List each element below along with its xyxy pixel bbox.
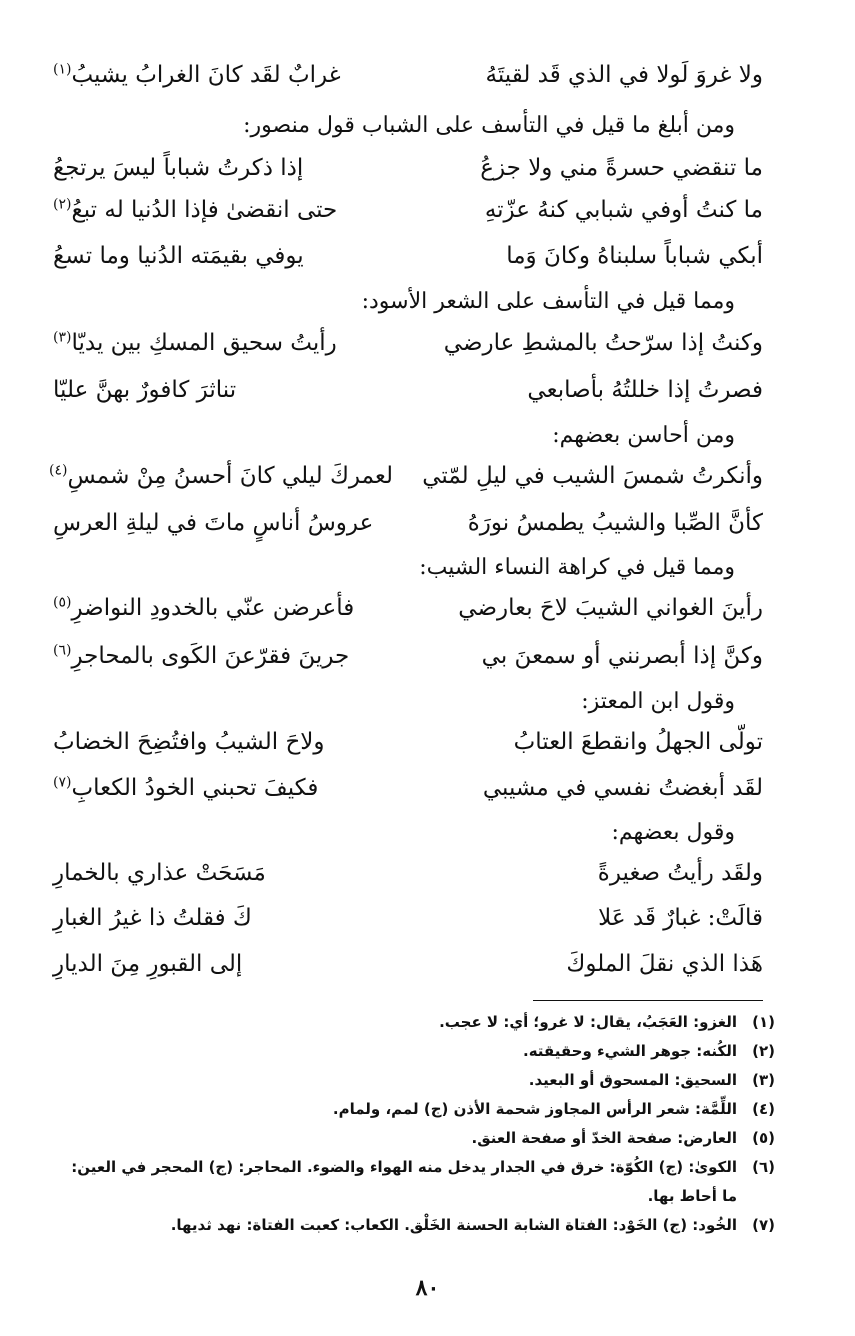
verse-first-hemistich: ولقَد رأيتُ صغيرةً bbox=[597, 860, 763, 886]
verse-text: عروسُ أناسٍ ماتَ في ليلةِ العرسِ bbox=[53, 510, 374, 536]
verse-line bbox=[53, 148, 763, 188]
footnote-number: (١) bbox=[752, 1013, 775, 1031]
verse-line bbox=[53, 898, 763, 938]
footnote-marker: (٢) bbox=[53, 196, 72, 213]
footnote bbox=[55, 1008, 775, 1037]
verse-first-hemistich: رأينَ الغواني الشيبَ لاحَ بعارضي bbox=[458, 595, 763, 621]
verse-line bbox=[53, 503, 763, 543]
footnote-text: السحيق: المسحوق أو البعيد. bbox=[528, 1071, 737, 1089]
verse-text: يوفي بقيمَته الدُنيا وما تسعُ bbox=[53, 243, 304, 269]
verse-text: ولاحَ الشيبُ وافتُضِحَ الخضابُ bbox=[53, 729, 325, 755]
verse-line bbox=[53, 636, 763, 676]
section-intro: ومما قيل في كراهة النساء الشيب: bbox=[419, 555, 735, 580]
verse-second-hemistich bbox=[48, 456, 393, 496]
footnote-number: (٥) bbox=[752, 1129, 775, 1147]
footnote bbox=[55, 1066, 775, 1095]
footnote bbox=[55, 1037, 775, 1066]
verse-line bbox=[53, 768, 763, 808]
section-intro: وقول بعضهم: bbox=[611, 820, 735, 845]
footnote-number: (٢) bbox=[752, 1042, 775, 1060]
section-intro: ومن أبلغ ما قيل في التأسف على الشباب قول منصور: bbox=[243, 113, 735, 138]
page-number: ٨٠ bbox=[415, 1275, 440, 1301]
verse-text: حتى انقضىٰ فإذا الدُنيا له تبعُ bbox=[71, 197, 338, 223]
verse-second-hemistich bbox=[53, 768, 393, 808]
verse-line bbox=[53, 853, 763, 893]
footnote bbox=[55, 1124, 775, 1153]
verse-second-hemistich bbox=[53, 853, 393, 893]
verse-first-hemistich: كأنَّ الصِّبا والشيبُ يطمسُ نورَهُ bbox=[467, 510, 763, 536]
section-intro: وقول ابن المعتز: bbox=[581, 689, 735, 714]
verse-text: إذا ذكرتُ شباباً ليسَ يرتجعُ bbox=[53, 155, 304, 181]
footnote-text: الكوىٰ: (ج) الكُوّة: خرق في الجدار يدخل منه الهواء والضوء. المحاجر: (ج) المحجر في العين: ما أحاط بها. bbox=[71, 1158, 737, 1205]
verse-first-hemistich: وأنكرتُ شمسَ الشيب في ليلِ لمّتي bbox=[422, 463, 763, 489]
verse-second-hemistich bbox=[53, 722, 393, 762]
footnote-marker: (٣) bbox=[53, 329, 72, 346]
verse-first-hemistich: تولّى الجهلُ وانقطعَ العتابُ bbox=[513, 729, 763, 755]
footnote-marker: (٥) bbox=[53, 594, 72, 611]
verse-text: تناثرَ كافورٌ بهنَّ عليّا bbox=[53, 377, 237, 403]
footnote-text: العارض: صفحة الخدّ أو صفحة العنق. bbox=[471, 1129, 737, 1147]
footnote-text: اللِّمَّة: شعر الرأس المجاوز شحمة الأذن (ج) لمم، ولمام. bbox=[332, 1100, 737, 1118]
footnote-text: الكُنه: جوهر الشيء وحقيقته. bbox=[523, 1042, 737, 1060]
footnote-marker: (١) bbox=[53, 61, 72, 78]
verse-text: كَ فقلتُ ذا غيرُ الغبارِ bbox=[53, 905, 252, 931]
verse-first-hemistich: لقَد أبغضتُ نفسي في مشيبي bbox=[482, 775, 763, 801]
verse-line bbox=[48, 456, 763, 496]
verse-first-hemistich: ما كنتُ أوفي شبابي كنهُ عزّتهِ bbox=[484, 197, 763, 223]
footnote-marker: (٦) bbox=[53, 642, 72, 659]
verse-text: غرابٌ لقَد كانَ الغرابُ يشيبُ bbox=[71, 62, 341, 88]
verse-first-hemistich: وكنتُ إذا سرّحتُ بالمشطِ عارضي bbox=[443, 330, 763, 356]
verse-second-hemistich bbox=[53, 55, 393, 95]
verse-first-hemistich: أبكي شباباً سلبناهُ وكانَ وَما bbox=[506, 243, 763, 269]
verse-second-hemistich bbox=[53, 503, 393, 543]
verse-line bbox=[53, 236, 763, 276]
verse-line bbox=[53, 55, 763, 95]
verse-second-hemistich bbox=[53, 148, 393, 188]
footnote bbox=[55, 1153, 775, 1211]
verse-line bbox=[53, 722, 763, 762]
section-intro: ومن أحاسن بعضهم: bbox=[552, 423, 735, 448]
footnote-text: الغزو: العَجَبُ، يقال: لا غرو؛ أي: لا عجب. bbox=[439, 1013, 737, 1031]
verse-line bbox=[53, 190, 763, 230]
footnote-marker: (٤) bbox=[48, 462, 68, 479]
footnote-number: (٦) bbox=[752, 1158, 775, 1176]
verse-second-hemistich bbox=[53, 898, 393, 938]
footnote-separator bbox=[533, 1000, 763, 1001]
verse-line bbox=[53, 323, 763, 363]
verse-first-hemistich: وكنَّ إذا أبصرنني أو سمعنَ بي bbox=[481, 643, 763, 669]
footnote-text: الخُود: (ج) الخَوْد: الفتاة الشابة الحسنة الخَلْق. الكعاب: كعبت الفتاة: نهد ثديها. bbox=[170, 1216, 737, 1234]
verse-first-hemistich: هَذا الذي نقلَ الملوكَ bbox=[566, 951, 763, 977]
verse-first-hemistich: ما تنقضي حسرةً مني ولا جزعُ bbox=[480, 155, 763, 181]
verse-second-hemistich bbox=[53, 588, 393, 628]
verse-text: إلى القبورِ مِنَ الديارِ bbox=[53, 951, 243, 977]
verse-text: مَسَحَتْ عذاري بالخمارِ bbox=[53, 860, 266, 886]
verse-second-hemistich bbox=[53, 944, 393, 984]
verse-second-hemistich bbox=[53, 323, 393, 363]
section-intro: ومما قيل في التأسف على الشعر الأسود: bbox=[361, 289, 735, 314]
footnotes bbox=[55, 1008, 775, 1240]
verse-text: لعمركَ ليلي كانَ أحسنُ مِنْ شمسِ bbox=[67, 463, 393, 489]
verse-line bbox=[53, 588, 763, 628]
verse-second-hemistich bbox=[53, 636, 393, 676]
verse-first-hemistich: ولا غروَ لَولا في الذي قَد لقيتَهُ bbox=[485, 62, 763, 88]
footnote-number: (٣) bbox=[752, 1071, 775, 1089]
verse-text: جرينَ فقرّعنَ الكَوى بالمحاجرِ bbox=[71, 643, 350, 669]
footnote bbox=[55, 1095, 775, 1124]
verse-text: رأيتُ سحيق المسكِ بين يديّا bbox=[71, 330, 337, 356]
footnote-number: (٤) bbox=[752, 1100, 775, 1118]
verse-first-hemistich: قالَتْ: غبارٌ قَد عَلا bbox=[598, 905, 763, 931]
verse-second-hemistich bbox=[53, 190, 393, 230]
verse-second-hemistich bbox=[53, 370, 393, 410]
verse-text: فأعرضن عنّي بالخدودِ النواضرِ bbox=[71, 595, 355, 621]
verse-line bbox=[53, 944, 763, 984]
footnote bbox=[55, 1211, 775, 1240]
verse-first-hemistich: فصرتُ إذا خللتُهُ بأصابعي bbox=[527, 377, 763, 403]
verse-line bbox=[53, 370, 763, 410]
verse-text: فكيفَ تحبني الخودُ الكعابِ bbox=[71, 775, 319, 801]
footnote-number: (٧) bbox=[752, 1216, 775, 1234]
verse-second-hemistich bbox=[53, 236, 393, 276]
footnote-marker: (٧) bbox=[53, 774, 72, 791]
